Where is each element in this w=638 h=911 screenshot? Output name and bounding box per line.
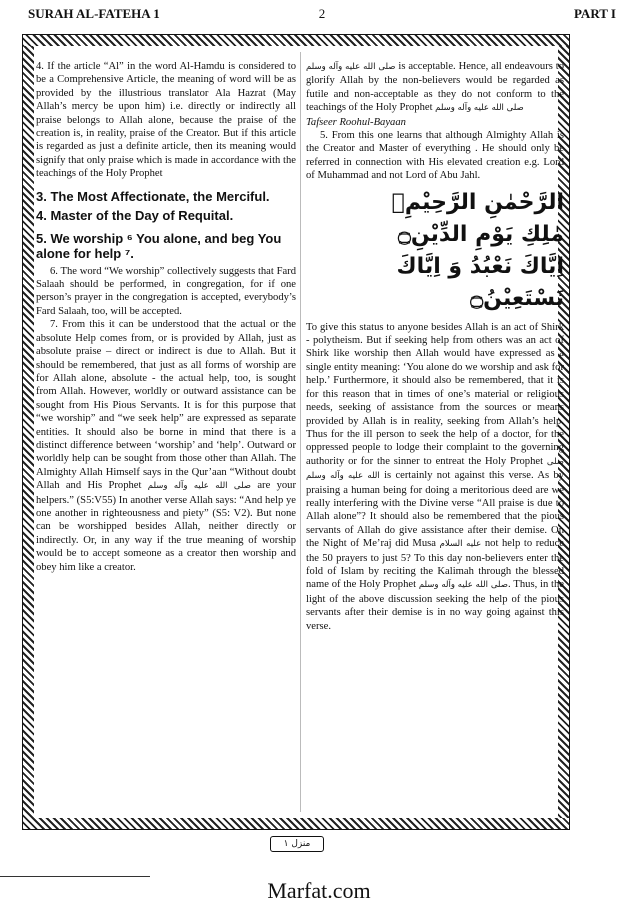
note-4-text: 4. If the article “Al” in the word Al-Hamdu is considered to be a Comprehensive Article, the meaning of word will be as provided by the illustrious translator Ala Hazrat (May Allah’s mercy be upon him) i.e. directly or indirectly all praise belongs to Allah alone, because the praise of the creation is, in reality, praise of the Creator. But if this article is regarded as just a definite article, then its meaning would signify that only praise which is made in accordance with the teachings of the Holy Prophet xyxy=(36,61,296,180)
commentary-c: not help to reduce the 50 prayers to just 5? To this day non-believers enter the fold of Islam by reciting the Kalimah through the blessed name of the Holy Prophet xyxy=(306,538,564,591)
verse-5-translation: 5. We worship ⁶ You alone, and beg You alone for help ⁷. xyxy=(36,230,282,261)
commentary-a: To give this status to anyone besides Allah is an act of Shirk - polytheism. But if seeking help from others was an act of Shirk like worship then Allah would have expressed as a single entity meaning: ‘You alone do we worship and ask for help.’ Furthermore, it should also be remembered, that it is for this reason that in times of one’s material or religious needs, seeking of assistance from the sources or means provided by Allah is in reality, seeking from Allah’s help. Thus for the ill person to seek the help of a doctor, for the oppressed people to lodge their complaint to the governing authority or for the sinner to entreat the Holy Prophet xyxy=(306,321,564,467)
note-6: 6. The word “We worship” collectively suggests that Fard Salaah should be performed, in congregation, for if one person’s prayer in the congregation is accepted, everybody’s Fard Salaah, too, will be accepted. xyxy=(36,265,296,317)
note-4-continued xyxy=(306,60,564,116)
verse-4-translation: 4. Master of the Day of Requital. xyxy=(36,207,234,223)
part-label: PART I xyxy=(573,6,616,21)
arabic-verse-5: اِيَّاكَ نَعْبُدُ وَ اِيَّاكَ نَسْتَعِيْنُ۝ xyxy=(396,253,564,311)
footer-rule xyxy=(0,876,150,877)
note-5: 5. From this one learns that although Almighty Allah is the Creator and Master of everything . He should only be referred in connection with His elevated creation e.g. Lord of Muhammad and not Lord of Abu Jahl. xyxy=(306,130,564,182)
right-column xyxy=(306,60,564,633)
manzil-marker: منزل ١ xyxy=(270,836,324,852)
honorific-text: صلى الله عليه وآله وسلم xyxy=(306,62,396,72)
honorific-text: صلى الله عليه وآله وسلم xyxy=(418,580,508,591)
page-number: 2 xyxy=(318,6,326,21)
note-4 xyxy=(36,60,296,181)
arabic-verse-4: مٰلِكِ يَوْمِ الدِّيْنِ۝ xyxy=(397,221,564,247)
left-column xyxy=(36,60,296,574)
column-divider xyxy=(300,52,301,812)
note-4-cont-text: is acceptable. Hence, all endeavours to glorify Allah by the non-believers would be regarded as futile and non-acceptable as they do not conform to the teachings of the Holy Prophet xyxy=(306,61,564,114)
note-7 xyxy=(36,318,296,574)
commentary-d: . Thus, in the light of the above discussion seeking the help of the pious servants after their demise is in no way going against this verse. xyxy=(306,579,564,632)
honorific-text: صلى الله عليه وآله وسلم xyxy=(306,456,564,482)
site-watermark: Marfat.com xyxy=(267,878,371,903)
honorific-text: صلى الله عليه وآله وسلم xyxy=(435,103,524,114)
surah-title: SURAH AL-FATEHA 1 xyxy=(28,6,160,21)
arabic-verse-3: الرَّحْمٰنِ الرَّحِيْمِۙ xyxy=(391,189,564,215)
commentary-paragraph xyxy=(306,321,564,633)
musa-honorific: عليه السلام xyxy=(439,539,482,550)
honorific-text: صلى الله عليه وآله وسلم xyxy=(147,481,252,492)
commentary-b: is certainly not against this verse. As by praising a human being for doing a meritorious deed are we really interfering with the Divine verse “All praise is due to Allah alone”? It should also be remembered that the pious servants of Allah do give assistance after their demise. On the Night of Me’raj did Musa xyxy=(306,470,565,550)
tafseer-reference: Tafseer Roohul-Bayaan xyxy=(306,116,406,128)
note-7-text: 7. From this it can be understood that the actual or the absolute Help comes from, or is provided by Allah, just as absolute praise – direct or indirect is due to Allah. But it should be remembered, that just as all forms of worship are for Allah alone, absolute - the actual help, too, is sought from Allah. However, worldly or outward assistance can be sought from His Pious Servants. It is for this purpose that “we worship” and “we seek help” are expressed as separate entities. It should also be borne in mind that there is a distinct difference between ‘worship’ and ‘help’. Outward or worldly help can be sought from those other than Allah. The Almighty Allah Himself says in the Qur’aan “Without doubt Allah and His Prophet xyxy=(36,319,296,492)
verse-3-translation: 3. The Most Affectionate, the Merciful. xyxy=(36,188,270,204)
arabic-verses xyxy=(306,187,564,315)
note-7-text-cont: are your helpers.” (S5:V55) In another verse Allah says: “And help ye one another in righteousness and piety” (S5: V2). But none can be worshipped besides Allah, neither directly or indirectly. Or, in any way if the true meaning of worship would be to accept someone as a creator then worship and obey him like a creator. xyxy=(36,480,297,573)
